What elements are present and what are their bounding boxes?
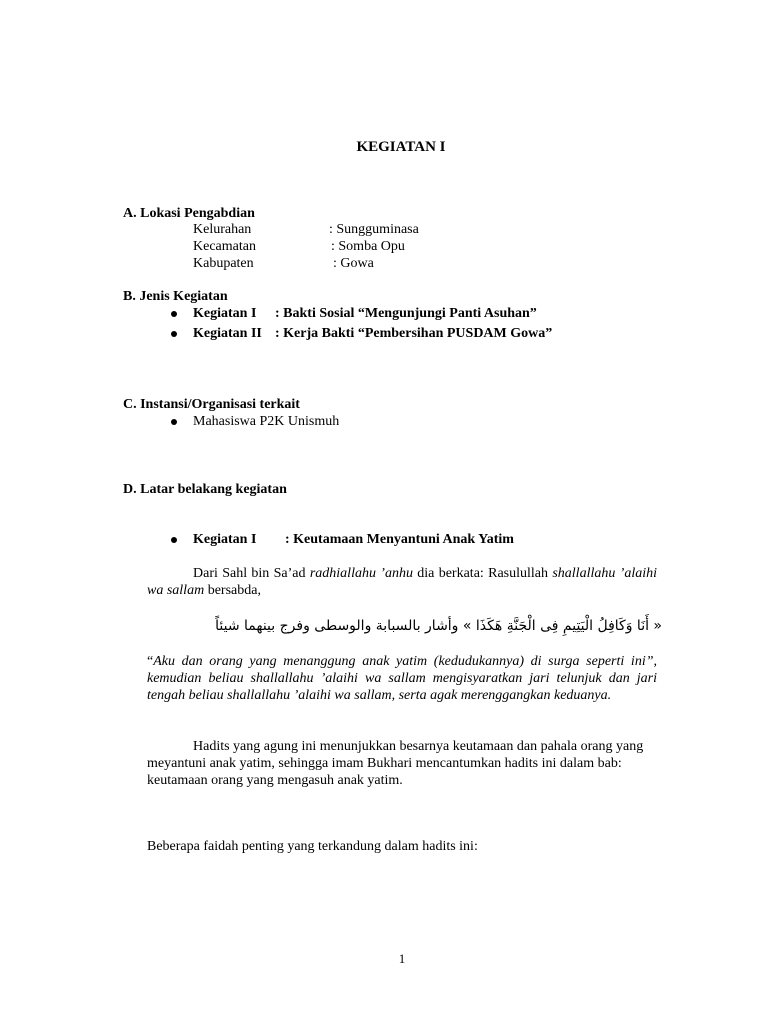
kabupaten-label: Kabupaten — [193, 256, 254, 271]
kegiatan-1-label: Kegiatan I — [193, 306, 257, 321]
faidah-intro: Beberapa faidah penting yang terkandung dalam hadits ini: — [147, 839, 478, 854]
bullet-icon — [171, 537, 177, 543]
kegiatan-2-label: Kegiatan II — [193, 326, 262, 341]
page-number: 1 — [398, 951, 406, 966]
section-c-heading: C. Instansi/Organisasi terkait — [123, 397, 300, 412]
hadith-intro-paragraph: Dari Sahl bin Sa’ad radhiallahu ’anhu dia berkata: Rasulullah shallallahu ’alaihi wa sallam bersabda, — [147, 566, 658, 598]
page-title: KEGIATAN I — [356, 139, 446, 155]
section-b-heading: B. Jenis Kegiatan — [123, 289, 228, 304]
kegiatan-1-value: : Bakti Sosial “Mengunjungi Panti Asuhan” — [275, 306, 537, 321]
kegiatan-d-value: : Keutamaan Menyantuni Anak Yatim — [285, 532, 514, 547]
kegiatan-d-label: Kegiatan I — [193, 532, 257, 547]
kegiatan-2-value: : Kerja Bakti “Pembersihan PUSDAM Gowa” — [275, 326, 553, 341]
explanation-paragraph: Hadits yang agung ini menunjukkan besarnya keutamaan dan pahala orang yang meyantuni anak yatim, sehingga imam Bukhari mencantumkan hadits ini dalam bab: keutamaan orang yang mengasuh anak yatim. — [147, 739, 644, 788]
kecamatan-label: Kecamatan — [193, 239, 256, 254]
hadith-translation: “Aku dan orang yang menanggung anak yatim (kedudukannya) di surga seperti ini”, kemudian beliau shallallahu ’alaihi wa sallam mengisyaratkan jari telunjuk dan jari tengah beliau shallallahu ’alaihi wa sallam, serta agak merenggangkan keduanya. — [147, 654, 657, 703]
kelurahan-value: : Sungguminasa — [329, 222, 419, 237]
bullet-icon — [171, 419, 177, 425]
kabupaten-value: : Gowa — [333, 256, 374, 271]
instansi-item: Mahasiswa P2K Unismuh — [193, 414, 340, 429]
kecamatan-value: : Somba Opu — [331, 239, 405, 254]
section-d-heading: D. Latar belakang kegiatan — [123, 482, 287, 497]
bullet-icon — [171, 311, 177, 317]
bullet-icon — [171, 331, 177, 337]
arabic-hadith: « أَنَا وَكَافِلُ الْيَتِيمِ فِى الْجَنَّةِ هَكَذَا » وأشار بالسبابة والوسطى وفرج بينهما شيئاً — [215, 618, 662, 634]
section-a-heading: A. Lokasi Pengabdian — [123, 206, 255, 221]
kelurahan-label: Kelurahan — [193, 222, 252, 237]
